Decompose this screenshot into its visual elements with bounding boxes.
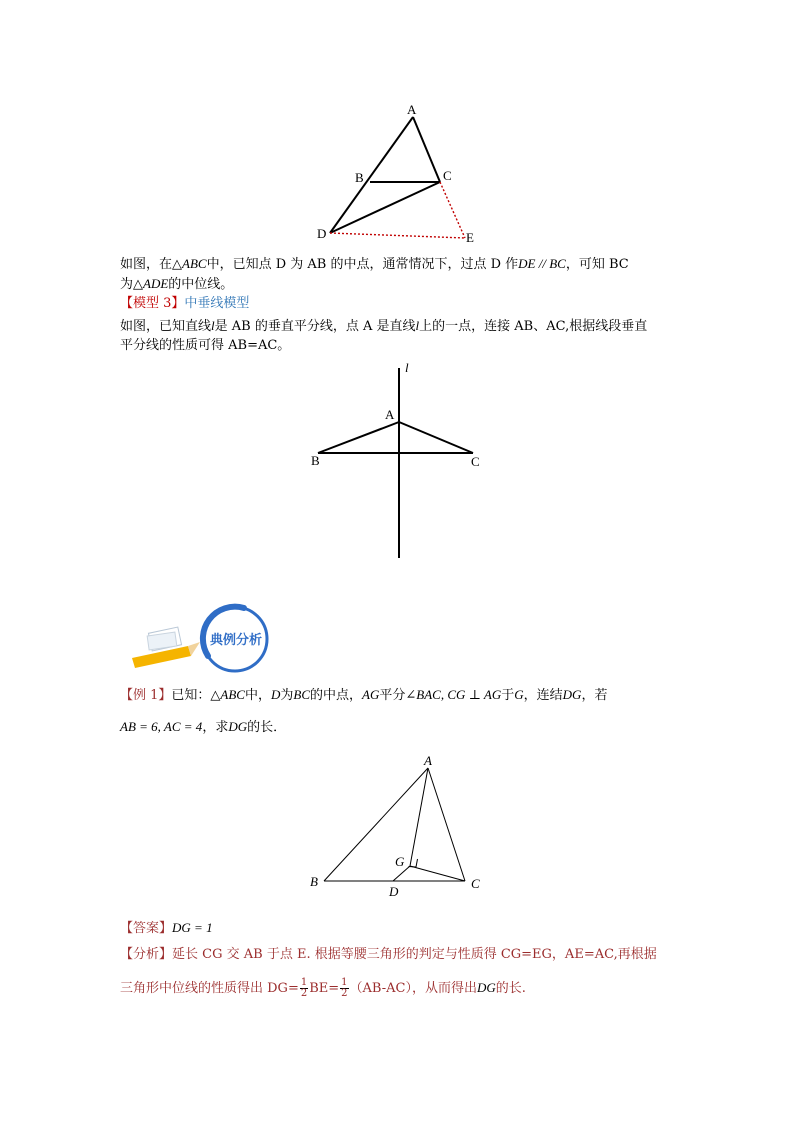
segment-dg: DG xyxy=(562,687,582,702)
badge-text: 典例分析 xyxy=(209,633,263,648)
segment-dg: DG xyxy=(476,980,496,995)
fig2-label-b: B xyxy=(311,453,320,468)
segment-bc: BC xyxy=(293,687,311,702)
model3-bracket: 【模型 3】 xyxy=(120,296,185,311)
text: ，求 xyxy=(202,720,229,735)
analysis-line2 xyxy=(120,973,526,1003)
fig3-label-a: A xyxy=(424,753,432,768)
fraction-denominator: 2 xyxy=(300,988,308,999)
example1-line2 xyxy=(120,717,286,738)
text: 于 xyxy=(501,688,515,703)
model3-heading xyxy=(120,294,249,314)
point-d: D xyxy=(271,687,281,702)
fig3-label-g: G xyxy=(395,854,405,869)
text: 平分 xyxy=(379,688,406,703)
segment-dg: DG xyxy=(228,719,248,734)
answer-line xyxy=(120,918,213,939)
paragraph-midline-line2 xyxy=(120,274,233,295)
fraction-numerator: 1 xyxy=(341,977,348,988)
paragraph-bisector-line2 xyxy=(120,336,290,356)
condition-expr: ∠BAC, CG ⊥ AG xyxy=(405,687,502,702)
fig1-label-c: C xyxy=(443,168,452,183)
typical-example-badge xyxy=(128,604,278,674)
text: ，可知 BC xyxy=(565,257,629,272)
text: 已知： xyxy=(171,688,211,703)
point-g: G xyxy=(514,687,524,702)
example1-line1 xyxy=(120,685,607,706)
figure-midline-model xyxy=(300,100,500,250)
text: 中，已知点 D 为 AB 的中点，通常情况下，过点 D 作 xyxy=(206,257,519,272)
figure-perpendicular-bisector xyxy=(300,360,500,560)
text: BE= xyxy=(309,981,340,996)
fraction-half xyxy=(340,978,348,999)
given-expr: AB = 6, AC = 4 xyxy=(120,719,203,734)
example1-tag: 【例 1】 xyxy=(120,688,172,703)
text: 是 AB 的垂直平分线，点 A 是直线 xyxy=(214,319,416,334)
line-l: l xyxy=(211,318,215,333)
answer-value: DG = 1 xyxy=(172,920,213,935)
fraction-numerator: 1 xyxy=(300,977,308,988)
fig1-label-b: B xyxy=(355,170,364,185)
analysis-line1 xyxy=(120,945,657,965)
triangle-ade: △ADE xyxy=(133,276,169,291)
text: 平分线的性质可得 AB=AC。 xyxy=(120,338,291,353)
text: 三角形中位线的性质得出 DG= xyxy=(120,981,299,996)
fig3-label-c: C xyxy=(471,876,480,891)
analysis-tag: 【分析】 xyxy=(120,947,173,962)
line-l: l xyxy=(415,318,420,333)
triangle-abc: △ABC xyxy=(172,256,207,271)
text: 的长． xyxy=(247,720,287,735)
segment-ag: AG xyxy=(362,687,380,702)
fig2-label-l: l xyxy=(405,360,409,375)
text: 的中位线。 xyxy=(168,277,234,292)
fig3-label-d: D xyxy=(389,884,399,899)
text: 的长. xyxy=(495,981,526,996)
text: 为 xyxy=(120,277,134,292)
fig2-label-c: C xyxy=(471,454,480,469)
triangle-abc: △ABC xyxy=(210,687,245,702)
parallel-expr: DE // BC xyxy=(518,256,566,271)
text: 为 xyxy=(280,688,294,703)
fig1-label-e: E xyxy=(466,230,474,245)
fraction-half xyxy=(300,978,308,999)
fig2-label-a: A xyxy=(385,407,395,422)
text: 上的一点，连接 AB、AC,根据线段垂直 xyxy=(419,319,648,334)
fraction-denominator: 2 xyxy=(341,988,348,999)
text: 延长 CG 交 AB 于点 E. 根据等腰三角形的判定与性质得 CG=EG，AE=AC,再根据 xyxy=(172,947,657,962)
text: 中， xyxy=(244,688,271,703)
pencil-icon xyxy=(132,627,200,668)
paragraph-bisector-line1 xyxy=(120,316,647,337)
fig3-label-b: B xyxy=(310,874,318,889)
text: 如图，已知直线 xyxy=(120,319,212,334)
text: 如图，在 xyxy=(120,257,173,272)
model3-title: 中垂线模型 xyxy=(184,296,250,311)
figure-example1 xyxy=(300,750,500,900)
fig1-label-a: A xyxy=(407,102,417,117)
answer-tag: 【答案】 xyxy=(120,921,173,936)
text: ，若 xyxy=(581,688,608,703)
fig1-label-d: D xyxy=(317,226,327,241)
paragraph-midline-line1 xyxy=(120,254,629,275)
text: （AB-AC），从而得出 xyxy=(349,981,477,996)
text: 的中点， xyxy=(310,688,363,703)
text: ，连结 xyxy=(523,688,563,703)
